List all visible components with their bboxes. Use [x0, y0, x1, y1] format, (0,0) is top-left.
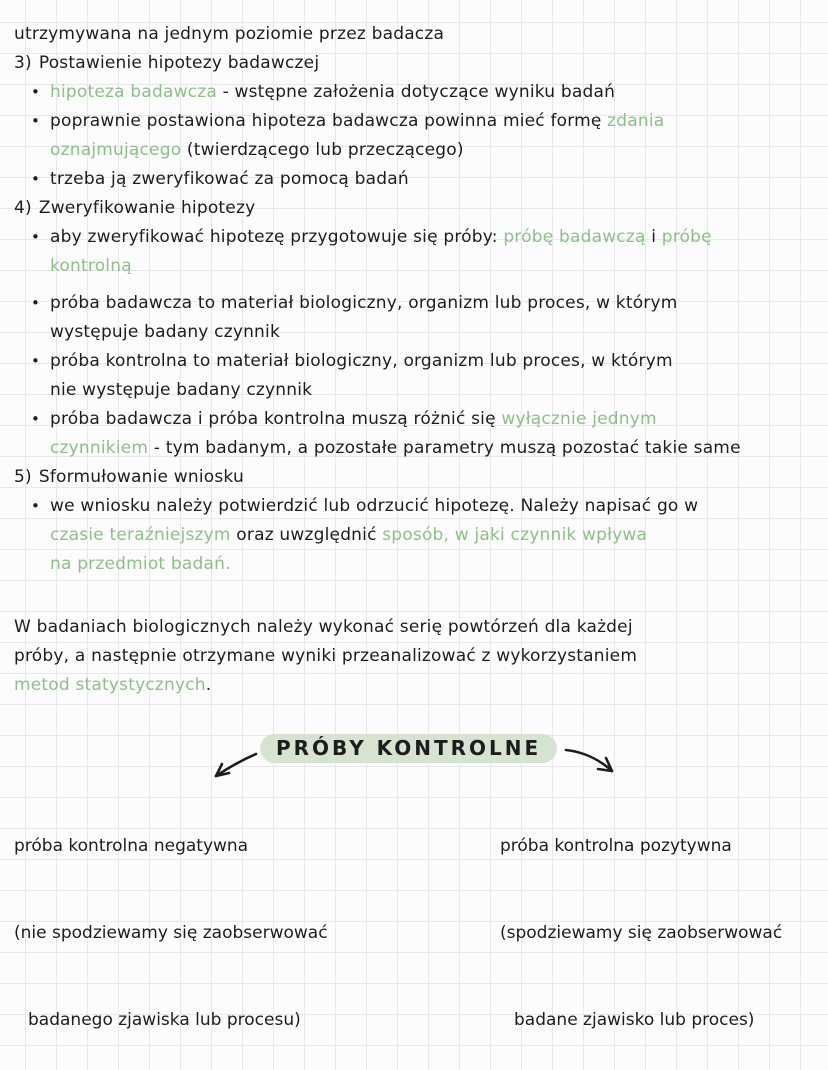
text-segment: W badaniach biologicznych należy wykonać serię powtórzeń dla każdej	[14, 617, 633, 637]
text-segment: - tym badanym, a pozostałe parametry muszą pozostać takie same	[148, 438, 741, 458]
text-segment: .	[205, 675, 212, 695]
positive-control-line: badane zjawisko lub proces)	[514, 1010, 755, 1030]
bullet-icon: •	[31, 170, 41, 188]
note-line	[14, 165, 820, 194]
text-segment: hipoteza badawcza	[50, 82, 217, 102]
positive-control-title: próba kontrolna pozytywna	[500, 836, 732, 856]
bullet-icon: •	[31, 83, 41, 101]
negative-control-line: (nie spodziewamy się zaobserwować	[14, 923, 328, 943]
text-segment: nie występuje badany czynnik	[50, 380, 313, 400]
negative-control-column	[14, 774, 328, 1070]
text-segment: utrzymywana na jednym poziomie przez badacza	[14, 24, 445, 44]
note-line	[14, 252, 820, 281]
text-segment: próby, a następnie otrzymane wyniki przeanalizować z wykorzystaniem	[14, 646, 638, 666]
diagram-title: PRÓBY KONTROLNE	[260, 734, 557, 763]
text-segment: aby zweryfikować hipotezę przygotowuje się próby:	[50, 227, 504, 247]
bullet-icon: •	[31, 294, 41, 312]
text-segment: sposób, w jaki czynnik wpływa	[382, 525, 648, 545]
bullet-icon: •	[31, 112, 41, 130]
text-segment: próbę	[661, 227, 712, 247]
note-line	[14, 78, 820, 107]
bullet-icon: •	[31, 228, 41, 246]
list-number: 4)	[14, 198, 32, 218]
text-segment: oraz uwzględnić	[236, 525, 383, 545]
note-line	[14, 521, 820, 550]
negative-control-line: badanego zjawiska lub procesu)	[28, 1010, 301, 1030]
note-line	[14, 550, 820, 579]
bullet-icon: •	[31, 352, 41, 370]
note-line	[14, 492, 820, 521]
text-segment: wyłącznie jednym	[501, 409, 657, 429]
control-samples-diagram	[14, 736, 820, 1030]
text-segment: występuje badany czynnik	[50, 322, 281, 342]
text-segment: próba badawcza i próba kontrolna muszą różnić się	[50, 409, 502, 429]
note-line	[14, 49, 820, 78]
note-line	[14, 223, 820, 252]
text-segment: we wniosku należy potwierdzić lub odrzucić hipotezę. Należy napisać go w	[50, 496, 699, 516]
text-segment: kontrolną	[50, 256, 132, 276]
note-line	[14, 405, 820, 434]
text-segment: (twierdzącego lub przeczącego)	[186, 140, 464, 160]
note-line	[14, 671, 820, 700]
note-line	[14, 20, 820, 49]
text-segment: i	[645, 227, 662, 247]
bullet-icon: •	[31, 497, 41, 515]
list-number: 5)	[14, 467, 32, 487]
positive-control-column	[500, 774, 782, 1070]
text-segment: trzeba ją zweryfikować za pomocą badań	[50, 169, 409, 189]
text-segment: próba badawcza to materiał biologiczny, organizm lub proces, w którym	[50, 293, 678, 313]
note-line	[14, 289, 820, 318]
note-line	[14, 463, 820, 492]
note-line	[14, 434, 820, 463]
text-segment: - wstępne założenia dotyczące wyniku badań	[216, 82, 616, 102]
text-segment: oznajmującego	[50, 140, 187, 160]
note-line	[14, 347, 820, 376]
note-line	[14, 107, 820, 136]
note-line	[14, 613, 820, 642]
note-line	[14, 136, 820, 165]
list-number: 3)	[14, 53, 32, 73]
bullet-icon: •	[31, 410, 41, 428]
text-segment: metod statystycznych	[14, 675, 206, 695]
text-segment: czynnikiem	[50, 438, 149, 458]
note-line	[14, 318, 820, 347]
text-segment: próbę badawczą	[503, 227, 646, 247]
text-segment: poprawnie postawiona hipoteza badawcza powinna mieć formę	[50, 111, 608, 131]
text-segment: Postawienie hipotezy badawczej	[38, 53, 320, 73]
note-body	[14, 20, 820, 700]
arrow-right-icon	[562, 742, 620, 778]
note-line	[14, 642, 820, 671]
note-content	[14, 20, 820, 1030]
text-segment: próba kontrolna to materiał biologiczny, organizm lub proces, w którym	[50, 351, 673, 371]
note-line	[14, 376, 820, 405]
text-segment: zdania	[607, 111, 665, 131]
text-segment: czasie teraźniejszym	[50, 525, 237, 545]
text-segment: na przedmiot badań.	[50, 554, 231, 574]
positive-control-line: (spodziewamy się zaobserwować	[500, 923, 783, 943]
text-segment: Sformułowanie wniosku	[38, 467, 244, 487]
negative-control-title: próba kontrolna negatywna	[14, 836, 249, 856]
text-segment: Zweryfikowanie hipotezy	[38, 198, 256, 218]
note-line	[14, 194, 820, 223]
